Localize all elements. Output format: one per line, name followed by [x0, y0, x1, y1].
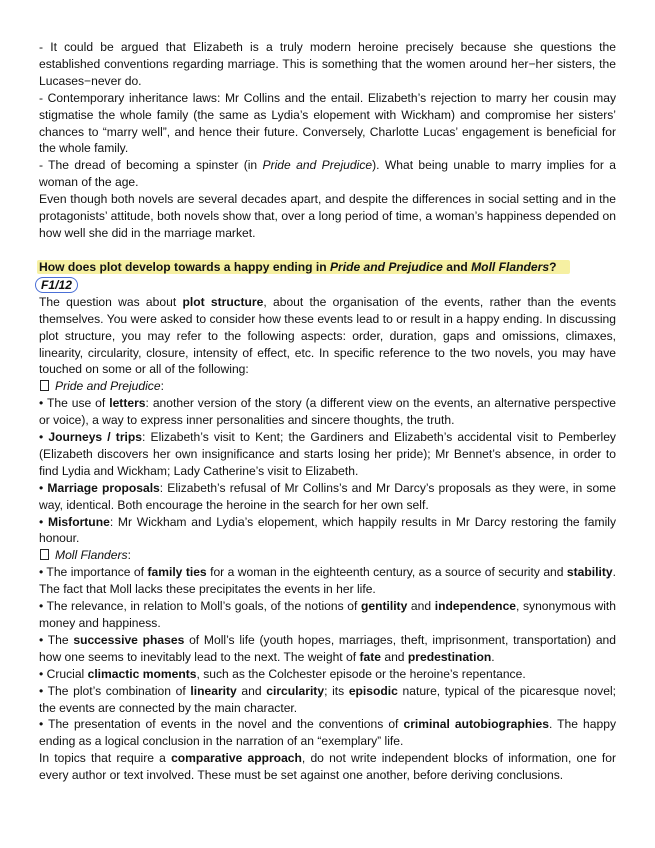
closing-paragraph: In topics that require a comparative approach, do not write independent blocks of information, one for every author or text involved. These must be set against one another, before deriving conclusions. — [39, 751, 616, 783]
intro-paragraph: The question was about plot structure, about the organisation of the events, rather than the events themselves. You were asked to consider how these events lead to or result in a happy ending. In discussing plot structure, you may refer to the following aspects: order, duration, gaps and omissions, climaxes, linearity, circularity, closure, intensity of effect, etc. In specific reference to the two novels, you may have touched on some or all of the following: — [39, 294, 616, 377]
question-heading: How does plot develop towards a happy ending in Pride and Prejudice and Moll Flanders? — [39, 259, 616, 276]
question-tag: F1/12 — [35, 277, 78, 293]
checkbox-bullet-icon — [40, 380, 49, 391]
section-heading-pride-and-prejudice: Pride and Prejudice: — [39, 378, 616, 395]
list-item: • The relevance, in relation to Moll’s goals, of the notions of gentility and independence, synonymous with money and happiness. — [39, 599, 616, 630]
list-item: • Crucial climactic moments, such as the Colchester episode or the heroine’s repentance. — [39, 666, 526, 681]
list-item: • The use of letters: another version of the story (a different view on the events, an alternative perspective or voice), a way to express inner personalities and sincere thoughts, the truth. — [39, 396, 616, 428]
list-item: • The presentation of events in the novel and the conventions of criminal autobiographies. The happy ending as a logical conclusion in the narration of an “exemplary” life. — [39, 717, 616, 749]
paragraph-conclusion-marriage: Even though both novels are several decades apart, and despite the differences in social setting and in the protagonists’ attitude, both novels show that, over a long period of time, a woman’s happiness depended on how well she did in the marriage market. — [39, 192, 616, 240]
list-item: • Journeys / trips: Elizabeth’s visit to Kent; the Gardiners and Elizabeth’s accidental visit to Pemberley (Elizabeth discovers her own insignificance and starts losing her pride); Mr Bennet’s absence, in order to find Lydia and Wickham; Lady Catherine’s visit to Elizabeth. — [39, 430, 616, 478]
paragraph-inheritance-laws: - Contemporary inheritance laws: Mr Collins and the entail. Elizabeth’s rejection to marry her cousin may stigmatise the whole family (the same as Lydia’s elopement with Wickham) and compromise her sisters’ chances to “marry well”, and hence their future. Conversely, Charlotte Lucas’ engagement is beneficial for the whole family. — [39, 90, 616, 156]
list-item: • Marriage proposals: Elizabeth’s refusal of Mr Collins’s and Mr Darcy’s proposals as they were, in some way, identical. Both encourage the heroine in the search for her own self. — [39, 480, 616, 512]
list-item: • The successive phases of Moll’s life (youth hopes, marriages, theft, imprisonment, transportation) and how one seems to inevitably lead to the next. The weight of fate and predestination. — [39, 632, 617, 664]
paragraph-modern-heroine: - It could be argued that Elizabeth is a truly modern heroine precisely because she questions the established conventions regarding marriage. This is something that the women around her−her sisters, the Lucases−never do. — [39, 40, 616, 88]
list-item: • The plot’s combination of linearity and circularity; its episodic nature, typical of the picaresque novel; the events are connected by the main character. — [39, 683, 616, 715]
section-heading-moll-flanders: Moll Flanders: — [39, 547, 616, 564]
list-item: • The importance of family ties for a woman in the eighteenth century, as a source of security and stability. The fact that Moll lacks these precipitates the events in her life. — [39, 565, 616, 597]
paragraph-spinster: - The dread of becoming a spinster (in Pride and Prejudice). What being unable to marry implies for a woman of the age. — [39, 158, 616, 190]
list-item: • Misfortune: Mr Wickham and Lydia’s elopement, which happily results in Mr Darcy restoring the family honour. — [39, 514, 616, 546]
checkbox-bullet-icon — [40, 549, 49, 560]
